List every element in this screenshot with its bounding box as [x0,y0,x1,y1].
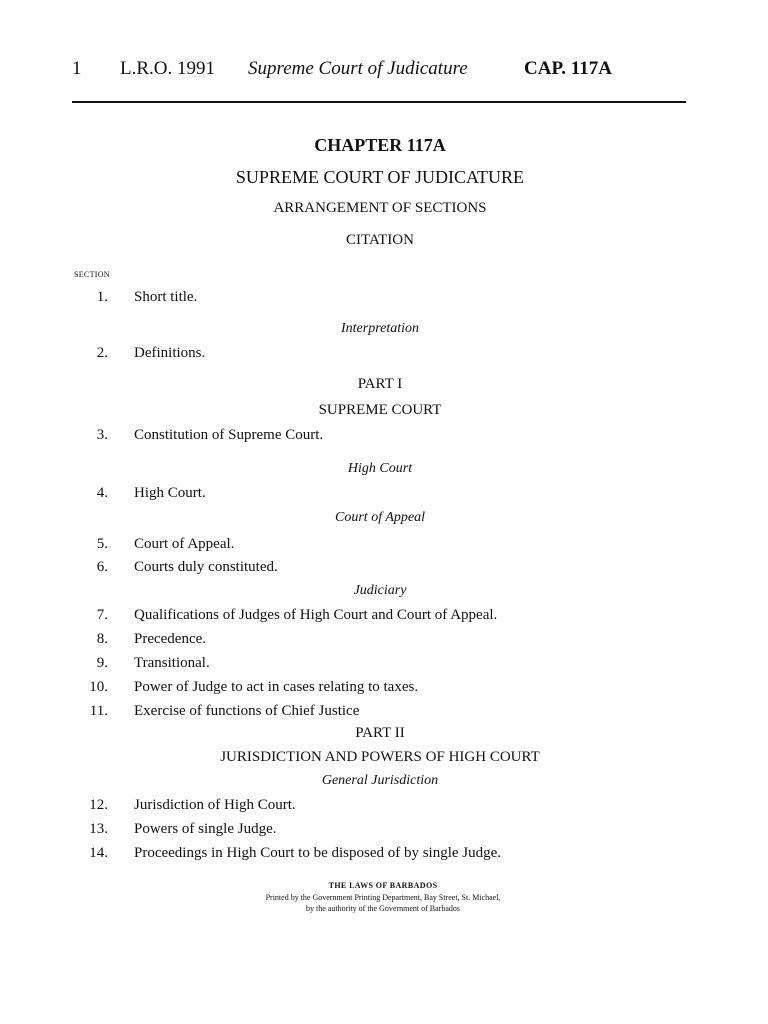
section-title: Powers of single Judge. [134,821,277,837]
section-number: 8. [96,631,108,647]
section-title: Qualifications of Judges of High Court and Court of Appeal. [134,607,498,623]
running-header [0,58,768,88]
section-title: Proceedings in High Court to be disposed of by single Judge. [134,845,502,861]
section-title: Power of Judge to act in cases relating to taxes. [134,679,419,695]
section-number: 11. [89,703,108,719]
page-number: 1 [72,58,82,79]
section-title: High Court. [134,485,206,501]
citation-heading: CITATION [346,232,414,248]
section-title: Precedence. [134,631,207,647]
part-title: SUPREME COURT [318,402,442,418]
document-title: SUPREME COURT OF JUDICATURE [235,167,525,187]
footer-printer: Printed by the Government Printing Department, Bay Street, St. Michael, [265,893,501,902]
section-number: 14. [89,845,108,861]
part-heading: PART I [357,376,403,392]
subheading-interpretation: Interpretation [340,321,420,336]
section-number: 5. [96,536,108,552]
section-row [0,703,768,723]
subheading-general-jurisdiction: General Jurisdiction [321,773,439,788]
subheading-high-court: High Court [347,461,413,476]
part-heading: PART II [355,725,405,741]
section-title: Constitution of Supreme Court. [134,427,324,443]
section-title: Short title. [134,289,198,305]
cap-number: CAP. 117A [524,58,612,79]
footer-authority: by the authority of the Government of Barbados [306,904,460,913]
section-number: 4. [96,485,108,501]
section-number: 3. [96,427,108,443]
chapter-heading: CHAPTER 117A [314,135,446,155]
section-number: 2. [96,345,108,361]
section-number: 1. [96,289,108,305]
subheading-court-of-appeal: Court of Appeal [335,510,425,525]
section-row [0,655,768,675]
section-row [0,607,768,627]
section-row [0,536,768,556]
subheading-judiciary: Judiciary [353,583,407,598]
section-number: 13. [89,821,108,837]
lro-year: L.R.O. 1991 [120,58,215,79]
section-title: Jurisdiction of High Court. [134,797,296,813]
section-number: 10. [89,679,108,695]
section-row [0,631,768,651]
footer-laws-title: THE LAWS OF BARBADOS [328,881,438,890]
section-number: 9. [96,655,108,671]
section-title: Transitional. [134,655,210,671]
section-number: 12. [89,797,108,813]
section-row [0,345,768,365]
header-rule [72,101,686,103]
section-title: Court of Appeal. [134,536,235,552]
section-row [0,289,768,309]
section-row [0,559,768,579]
arrangement-heading: ARRANGEMENT OF SECTIONS [273,200,487,216]
section-title: Courts duly constituted. [134,559,278,575]
part-title: JURISDICTION AND POWERS OF HIGH COURT [220,749,540,765]
section-row [0,845,768,865]
section-title: Definitions. [134,345,206,361]
section-row [0,485,768,505]
section-column-label: SECTION [74,270,110,279]
running-title: Supreme Court of Judicature [248,58,468,79]
section-row [0,679,768,699]
section-number: 7. [96,607,108,623]
section-number: 6. [96,559,108,575]
section-row [0,427,768,447]
section-row [0,821,768,841]
section-title: Exercise of functions of Chief Justice [134,703,360,719]
section-row [0,797,768,817]
